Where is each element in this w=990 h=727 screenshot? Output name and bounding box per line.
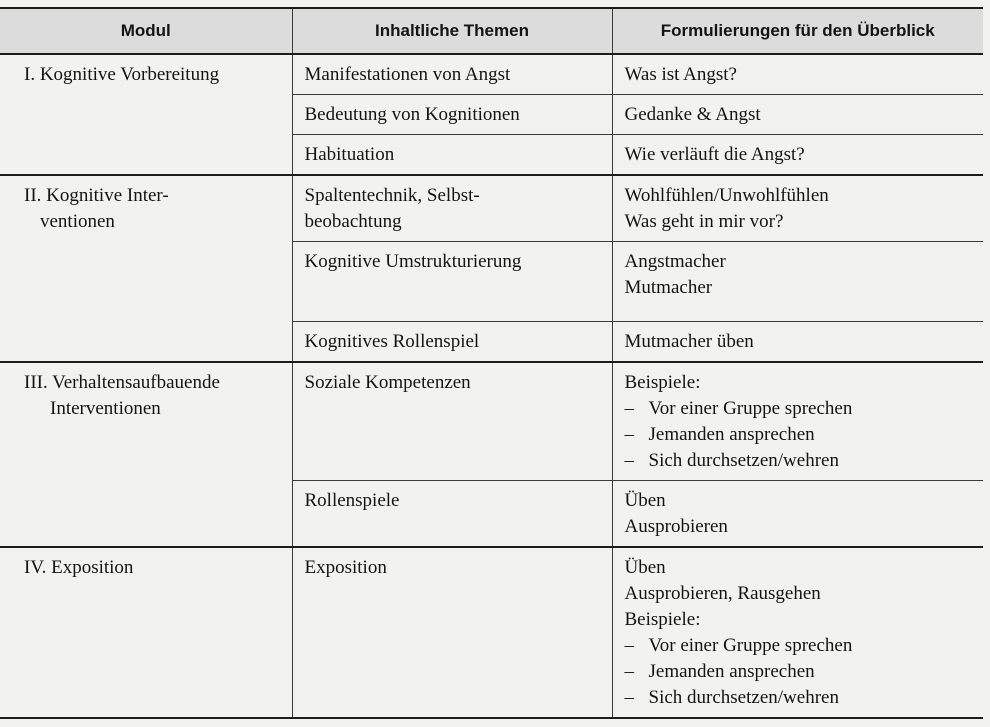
topic-cell	[292, 175, 612, 242]
formulation-text: Jemanden ansprechen	[648, 424, 815, 445]
formulation-text: Vor einer Gruppe sprechen	[648, 398, 853, 419]
formulation-text: Mutmacher	[624, 277, 713, 298]
topic-cell	[292, 54, 612, 95]
dash-bullet: –	[624, 635, 634, 656]
list-item	[625, 659, 972, 685]
topic-text: Bedeutung von Kognitionen	[304, 104, 520, 125]
header-formulierungen: Formulierungen für den Überblick	[612, 8, 983, 54]
dash-bullet: –	[624, 687, 634, 708]
formulation-cell	[612, 135, 983, 176]
dash-bullet: –	[624, 424, 634, 445]
formulation-text: Wohlfühlen/Unwohlfühlen	[624, 185, 829, 206]
formulation-text: Was ist Angst?	[624, 64, 737, 85]
topic-text: Soziale Kompetenzen	[304, 372, 471, 393]
topic-text: Manifestationen von Angst	[304, 64, 511, 85]
table-row	[0, 54, 983, 95]
formulation-text: Sich durchsetzen/wehren	[648, 687, 839, 708]
table-row	[0, 175, 983, 242]
module-cell-2	[0, 175, 292, 362]
formulation-text: Wie verläuft die Angst?	[624, 144, 805, 165]
formulation-cell	[612, 54, 983, 95]
formulation-text: Ausprobieren, Rausgehen	[624, 583, 821, 604]
module-label-line: II. Kognitive Inter-	[24, 185, 169, 206]
module-table	[0, 7, 983, 719]
header-row	[0, 8, 983, 54]
formulation-cell	[612, 95, 983, 135]
module-label: IV. Exposition	[24, 557, 134, 578]
list-item	[625, 422, 972, 448]
topic-cell	[292, 322, 612, 363]
module-label-line: III. Verhaltensaufbauende	[24, 372, 220, 393]
formulation-cell	[612, 242, 983, 322]
dash-bullet: –	[624, 398, 634, 419]
topic-cell	[292, 242, 612, 322]
module-label: I. Kognitive Vorbereitung	[24, 64, 220, 85]
module-cell-1	[0, 54, 292, 175]
module-cell-3	[0, 362, 292, 547]
formulation-cell	[612, 322, 983, 363]
module-cell-4	[0, 547, 292, 718]
formulation-text: Gedanke & Angst	[624, 104, 761, 125]
header-inhaltliche-themen: Inhaltliche Themen	[292, 8, 612, 54]
list-item	[625, 448, 972, 474]
header-modul: Modul	[0, 8, 292, 54]
topic-text: Rollenspiele	[304, 490, 400, 511]
topic-cell	[292, 135, 612, 176]
topic-text: Kognitives Rollenspiel	[304, 331, 480, 352]
topic-text: Habituation	[304, 144, 395, 165]
formulation-text: Üben	[624, 557, 666, 578]
formulation-text: Vor einer Gruppe sprechen	[648, 635, 853, 656]
topic-text: Exposition	[304, 557, 387, 578]
formulation-text: Sich durchsetzen/wehren	[648, 450, 839, 471]
topic-text: beobachtung	[304, 211, 402, 232]
formulation-cell	[612, 481, 983, 548]
table-row	[0, 362, 983, 481]
formulation-text: Üben	[624, 490, 666, 511]
formulation-text: Beispiele:	[624, 372, 701, 393]
table-row	[0, 547, 983, 718]
formulation-cell	[612, 547, 983, 718]
formulation-text: Ausprobieren	[624, 516, 728, 537]
list-item	[625, 633, 972, 659]
formulation-text: Was geht in mir vor?	[624, 211, 784, 232]
dash-bullet: –	[624, 450, 634, 471]
topic-cell	[292, 547, 612, 718]
topic-cell	[292, 481, 612, 548]
list-item	[625, 396, 972, 422]
topic-text: Kognitive Umstrukturierung	[304, 251, 522, 272]
formulation-cell	[612, 175, 983, 242]
formulation-text: Beispiele:	[624, 609, 701, 630]
formulation-cell	[612, 362, 983, 481]
formulation-text: Angstmacher	[624, 251, 726, 272]
dash-bullet: –	[624, 661, 634, 682]
topic-cell	[292, 95, 612, 135]
topic-text: Spaltentechnik, Selbst-	[304, 185, 480, 206]
module-label-line: Interventionen	[50, 398, 161, 419]
topic-cell	[292, 362, 612, 481]
formulation-text: Mutmacher üben	[624, 331, 754, 352]
list-item	[625, 685, 972, 711]
formulation-text: Jemanden ansprechen	[648, 661, 815, 682]
module-label-line: ventionen	[40, 211, 115, 232]
